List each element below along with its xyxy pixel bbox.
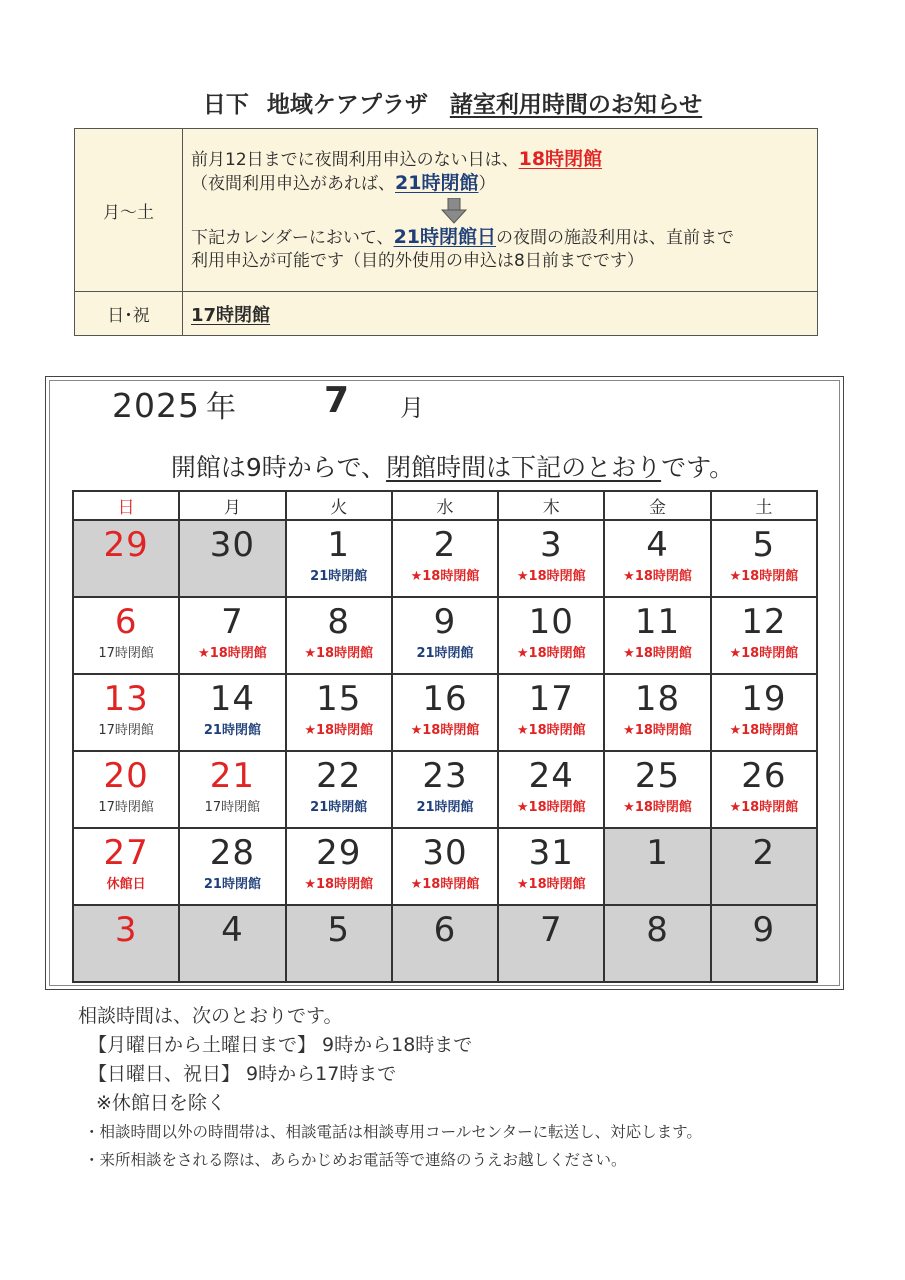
weekday-header: 金 bbox=[604, 491, 710, 520]
info-line3-text: 下記カレンダーにおいて、 bbox=[191, 227, 394, 248]
day-number: 28 bbox=[209, 833, 256, 873]
day-number: 10 bbox=[528, 602, 574, 642]
info-line2-suffix: ） bbox=[478, 173, 496, 194]
calendar-day-cell bbox=[711, 597, 817, 674]
day-number: 25 bbox=[634, 756, 681, 796]
calendar-day-cell bbox=[73, 597, 179, 674]
day-number: 2 bbox=[752, 833, 776, 873]
calendar-day-cell bbox=[179, 520, 285, 597]
day-number: 23 bbox=[422, 756, 468, 796]
day-number: 5 bbox=[327, 910, 351, 950]
consultation-note-1: ・相談時間以外の時間帯は、相談電話は相談専用コールセンターに転送し、対応します。 bbox=[84, 1123, 702, 1141]
info-line2-text: （夜間利用申込があれば、 bbox=[191, 173, 395, 194]
closing-time-label: ★18時閉館 bbox=[729, 723, 799, 738]
calendar-week-row bbox=[73, 905, 817, 982]
info-weekday-rules bbox=[183, 129, 818, 292]
closing-time-label: ★18時閉館 bbox=[516, 877, 586, 892]
info-row-label-weekdays: 月～土 bbox=[75, 129, 183, 292]
consultation-intro: 相談時間は、次のとおりです。 bbox=[78, 1005, 343, 1027]
closing-time-label: 21時閉館 bbox=[310, 800, 368, 815]
closing-time-label: ★18時閉館 bbox=[410, 723, 480, 738]
day-number: 20 bbox=[103, 756, 149, 796]
calendar-year-unit: 年 bbox=[205, 390, 237, 425]
info-line-1 bbox=[191, 148, 809, 172]
calendar-day-cell bbox=[498, 905, 604, 982]
day-number: 30 bbox=[209, 525, 256, 565]
day-number: 7 bbox=[539, 910, 563, 950]
calendar-day-cell bbox=[286, 905, 392, 982]
calendar-day-cell bbox=[286, 828, 392, 905]
day-number: 29 bbox=[316, 833, 362, 873]
closing-time-label: ★18時閉館 bbox=[729, 569, 799, 584]
calendar-day-cell bbox=[604, 520, 710, 597]
calendar-day-cell bbox=[392, 520, 498, 597]
calendar-day-cell bbox=[498, 597, 604, 674]
closing-time-label: ★18時閉館 bbox=[516, 569, 586, 584]
day-number: 27 bbox=[103, 833, 149, 873]
hours-info-table bbox=[74, 128, 818, 336]
day-number: 14 bbox=[209, 679, 256, 719]
calendar-note-open: 開館は9時からで、 bbox=[170, 453, 387, 482]
calendar-week-row bbox=[73, 520, 817, 597]
closing-time-label: ★18時閉館 bbox=[410, 877, 480, 892]
day-number: 9 bbox=[433, 602, 457, 642]
closing-time-label: 17時閉館 bbox=[98, 646, 154, 661]
close-21-day-highlight: 21時閉館日 bbox=[393, 225, 497, 248]
weekday-header: 土 bbox=[711, 491, 817, 520]
calendar-day-cell bbox=[286, 597, 392, 674]
day-number: 24 bbox=[528, 756, 574, 796]
calendar-week-row bbox=[73, 828, 817, 905]
closing-time-label: ★18時閉館 bbox=[304, 877, 374, 892]
consultation-info bbox=[78, 1002, 702, 1174]
day-number: 22 bbox=[316, 756, 362, 796]
weekday-header: 水 bbox=[392, 491, 498, 520]
day-number: 6 bbox=[433, 910, 457, 950]
closing-time-label: ★18時閉館 bbox=[623, 646, 692, 661]
calendar-day-cell bbox=[392, 751, 498, 828]
closing-time-label: 21時閉館 bbox=[416, 646, 474, 661]
closing-time-label: 17時閉館 bbox=[98, 800, 154, 815]
calendar-heading bbox=[112, 380, 425, 426]
calendar-week-row bbox=[73, 751, 817, 828]
day-number: 31 bbox=[528, 833, 574, 873]
calendar-day-cell bbox=[711, 674, 817, 751]
closing-time-label: ★18時閉館 bbox=[198, 646, 267, 661]
closing-time-label: 17時閉館 bbox=[98, 723, 154, 738]
consultation-weekday-hours: 【月曜日から土曜日まで】 9時から18時まで bbox=[88, 1034, 473, 1056]
day-number: 11 bbox=[634, 602, 681, 642]
calendar-day-cell bbox=[179, 751, 285, 828]
closing-time-label: 21時閉館 bbox=[203, 723, 261, 738]
closing-time-label: 休館日 bbox=[106, 877, 146, 892]
calendar-day-cell bbox=[392, 828, 498, 905]
day-number: 9 bbox=[752, 910, 776, 950]
day-number: 18 bbox=[634, 679, 681, 719]
closing-time-label: ★18時閉館 bbox=[623, 569, 692, 584]
calendar-day-cell bbox=[392, 674, 498, 751]
calendar-day-cell bbox=[711, 751, 817, 828]
title-notice: 諸室利用時間のお知らせ bbox=[449, 92, 703, 118]
calendar-body bbox=[73, 520, 817, 982]
down-arrow-icon bbox=[191, 196, 809, 226]
closing-time-label: 17時閉館 bbox=[204, 800, 261, 815]
day-number: 5 bbox=[752, 525, 776, 565]
info-holiday-cell bbox=[183, 292, 818, 336]
day-number: 30 bbox=[422, 833, 468, 873]
page-title bbox=[0, 86, 905, 119]
calendar-day-cell bbox=[179, 905, 285, 982]
day-number: 1 bbox=[646, 833, 669, 873]
close-18-highlight: 18時閉館 bbox=[518, 147, 603, 170]
close-21-highlight: 21時閉館 bbox=[395, 171, 479, 194]
closing-time-label: 21時閉館 bbox=[310, 569, 368, 584]
calendar-day-cell bbox=[179, 828, 285, 905]
closing-time-label: ★18時閉館 bbox=[516, 723, 586, 738]
calendar-day-cell bbox=[604, 905, 710, 982]
day-number: 2 bbox=[433, 525, 457, 565]
day-number: 3 bbox=[114, 910, 138, 950]
calendar-month: 7 bbox=[324, 380, 351, 421]
calendar-day-cell bbox=[179, 597, 285, 674]
closing-time-label: ★18時閉館 bbox=[729, 646, 799, 661]
calendar-day-cell bbox=[604, 597, 710, 674]
calendar-day-cell bbox=[286, 674, 392, 751]
day-number: 13 bbox=[103, 679, 149, 719]
day-number: 7 bbox=[221, 602, 244, 642]
calendar-day-cell bbox=[604, 828, 710, 905]
calendar-day-cell bbox=[179, 674, 285, 751]
calendar-day-cell bbox=[73, 751, 179, 828]
day-number: 6 bbox=[114, 602, 138, 642]
weekday-header: 日 bbox=[73, 491, 179, 520]
calendar-day-cell bbox=[498, 674, 604, 751]
calendar-day-cell bbox=[73, 828, 179, 905]
day-number: 19 bbox=[741, 679, 787, 719]
info-line-4: 利用申込が可能です（目的外使用の申込は8日前までです） bbox=[191, 250, 644, 271]
info-line1-text: 前月12日までに夜間利用申込のない日は、 bbox=[191, 149, 519, 170]
calendar-day-cell bbox=[711, 828, 817, 905]
calendar-year: 2025 bbox=[112, 386, 200, 425]
closing-time-label: ★18時閉館 bbox=[410, 569, 480, 584]
day-number: 17 bbox=[528, 679, 574, 719]
calendar-day-cell bbox=[498, 520, 604, 597]
weekday-header: 月 bbox=[179, 491, 285, 520]
calendar-day-cell bbox=[286, 751, 392, 828]
closing-time-label: 21時閉館 bbox=[416, 800, 474, 815]
weekday-header-row bbox=[73, 491, 817, 520]
day-number: 8 bbox=[327, 602, 351, 642]
calendar-week-row bbox=[73, 597, 817, 674]
closing-time-label: ★18時閉館 bbox=[304, 723, 374, 738]
closing-time-label: ★18時閉館 bbox=[304, 646, 374, 661]
day-number: 15 bbox=[316, 679, 362, 719]
consultation-exclusion: ※休館日を除く bbox=[96, 1092, 226, 1114]
day-number: 4 bbox=[646, 525, 669, 565]
weekday-header: 木 bbox=[498, 491, 604, 520]
calendar-day-cell bbox=[286, 520, 392, 597]
closing-time-label: 21時閉館 bbox=[203, 877, 261, 892]
calendar-week-row bbox=[73, 674, 817, 751]
day-number: 8 bbox=[646, 910, 669, 950]
consultation-holiday-hours: 【日曜日、祝日】 9時から17時まで bbox=[88, 1063, 397, 1085]
info-row-label-holidays: 日･祝 bbox=[75, 292, 183, 336]
calendar-day-cell bbox=[498, 828, 604, 905]
calendar-day-cell bbox=[392, 905, 498, 982]
day-number: 3 bbox=[539, 525, 563, 565]
closing-time-label: ★18時閉館 bbox=[623, 800, 692, 815]
info-line3-suffix: の夜間の施設利用は、直前まで bbox=[496, 227, 735, 248]
weekday-header: 火 bbox=[286, 491, 392, 520]
consultation-note-2: ・来所相談をされる際は、あらかじめお電話等で連絡のうえお越しください。 bbox=[84, 1151, 627, 1169]
title-facility: 地域ケアプラザ bbox=[266, 92, 428, 118]
calendar-day-cell bbox=[604, 751, 710, 828]
calendar-day-cell bbox=[604, 674, 710, 751]
info-line-2 bbox=[191, 172, 809, 196]
day-number: 26 bbox=[741, 756, 787, 796]
closing-time-label: ★18時閉館 bbox=[729, 800, 799, 815]
calendar-note bbox=[0, 448, 905, 484]
closing-time-label: ★18時閉館 bbox=[623, 723, 692, 738]
calendar-day-cell bbox=[73, 520, 179, 597]
calendar-month-unit: 月 bbox=[400, 394, 425, 422]
day-number: 16 bbox=[422, 679, 468, 719]
calendar-day-cell bbox=[73, 905, 179, 982]
day-number: 21 bbox=[209, 756, 256, 796]
calendar-day-cell bbox=[392, 597, 498, 674]
calendar-note-close: 閉館時間は下記のとおり bbox=[386, 453, 662, 482]
title-place: 日下 bbox=[202, 92, 249, 118]
calendar-grid bbox=[72, 490, 818, 983]
day-number: 4 bbox=[221, 910, 244, 950]
calendar-note-end: です。 bbox=[661, 453, 735, 482]
calendar-day-cell bbox=[498, 751, 604, 828]
calendar-day-cell bbox=[711, 905, 817, 982]
day-number: 1 bbox=[327, 525, 351, 565]
info-line-3 bbox=[191, 226, 809, 250]
day-number: 29 bbox=[103, 525, 149, 565]
closing-time-label: ★18時閉館 bbox=[516, 800, 586, 815]
info-holiday-hours: 17時閉館 bbox=[191, 304, 271, 326]
day-number: 12 bbox=[741, 602, 787, 642]
calendar-day-cell bbox=[73, 674, 179, 751]
calendar-day-cell bbox=[711, 520, 817, 597]
closing-time-label: ★18時閉館 bbox=[516, 646, 586, 661]
